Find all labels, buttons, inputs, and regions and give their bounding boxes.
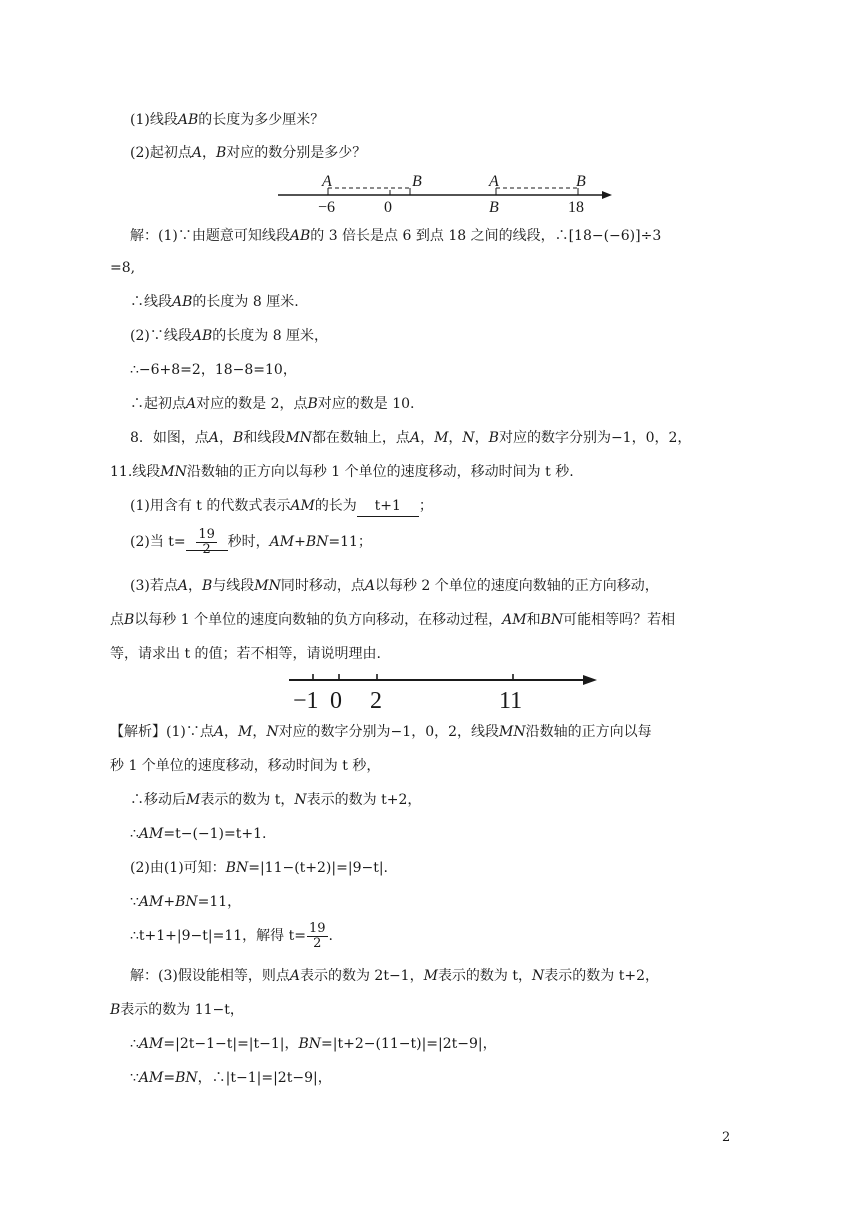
q7-solution1-line1: 解：(1)∵由题意可知线段AB的 3 倍长是点 6 到点 18 之间的线段，∴[18−(−6)]÷3: [130, 228, 662, 244]
analysis-fraction: $\frac{19}{2}$: [308, 920, 326, 951]
q7-part2: (2)起初点A，B对应的数分别是多少？: [130, 145, 367, 161]
q7-number-line-figure: [270, 168, 620, 218]
q8-part2: (2)当 t= $\frac{19}{2}$ 秒时， AM+BN =11；: [130, 526, 372, 557]
q7-solution2-line3: ∴起初点A对应的数是 2，点B对应的数是 10.: [130, 396, 415, 412]
q8-stem-line1: 8．如图，点A，B和线段MN都在数轴上，点A，M，N，B对应的数字分别为−1，0，2，: [130, 430, 692, 446]
q7-solution2-line2: ∴−6+8=2，18−8=10，: [130, 362, 297, 378]
fig7-right-top-A: A: [489, 173, 499, 190]
q8-part2-answer: $\frac{19}{2}$: [186, 528, 228, 557]
q8-analysis-line5: (2)由(1)可知：BN=|11−(t+2)|=|9−t|.: [130, 860, 388, 876]
q8-analysis-line4: ∴AM=t−(−1)=t+1.: [130, 826, 267, 842]
q8-part3-line2: 点B以每秒 1 个单位的速度向数轴的负方向移动，在移动过程，AM和BN可能相等吗？若相: [110, 612, 676, 628]
q8-solution3-line3: ∴AM=|2t−1−t|=|t−1|，BN=|t+2−(11−t)|=|2t−9|，: [130, 1036, 497, 1052]
fig7-left-top-B: B: [412, 173, 422, 190]
q8-solution3-line2: B表示的数为 11−t，: [110, 1002, 244, 1018]
q8-number-line-figure: [285, 668, 605, 714]
q8-stem-line2: 11.线段MN沿数轴的正方向以每秒 1 个单位的速度移动，移动时间为 t 秒.: [110, 464, 574, 480]
fig7-right-top-B: B: [576, 173, 586, 190]
q8-part3-line1: (3)若点A，B与线段MN同时移动，点A以每秒 2 个单位的速度向数轴的正方向移动，: [130, 578, 659, 594]
q8-part1: (1)用含有 t 的代数式表示AM的长为 t+1 ；: [130, 496, 433, 517]
q7-solution1-line2: =8,: [110, 260, 136, 276]
q8-analysis-line2: 秒 1 个单位的速度移动，移动时间为 t 秒，: [110, 758, 381, 774]
q8-solution3-line1: 解：(3)假设能相等，则点A表示的数为 2t−1，M表示的数为 t，N表示的数为 t+2，: [130, 968, 659, 984]
fig8-label-neg1: −1: [293, 688, 319, 714]
q7-solution1-line3: ∴线段AB的长度为 8 厘米.: [130, 294, 299, 310]
fig8-label-0: 0: [330, 688, 342, 714]
q8-analysis-line7: ∴t+1+|9−t|=11，解得 t= $\frac{19}{2}$ .: [130, 920, 333, 951]
page-number: 2: [722, 1130, 731, 1145]
q8-analysis-line6: ∵AM+BN=11，: [130, 894, 242, 910]
q8-analysis-line3: ∴移动后M表示的数为 t，N表示的数为 t+2，: [130, 792, 422, 808]
fig8-label-11: 11: [499, 688, 523, 714]
q7-solution2-line1: (2)∵线段AB的长度为 8 厘米，: [130, 328, 329, 344]
fig7-right-bottom-18: 18: [568, 199, 584, 216]
q8-part1-answer: t+1: [357, 496, 419, 517]
fig8-label-2: 2: [370, 688, 382, 714]
q7-part1: (1)线段AB的长度为多少厘米？: [130, 112, 325, 128]
fig7-left-bottom-neg6: −6: [318, 199, 336, 216]
fig7-left-top-A: A: [322, 173, 332, 190]
q8-part3-line3: 等，请求出 t 的值；若不相等，请说明理由.: [110, 646, 381, 662]
fig7-left-bottom-0: 0: [384, 199, 392, 216]
q8-analysis-line1: 【解析】(1)∵点A，M，N对应的数字分别为−1，0，2，线段MN沿数轴的正方向以每: [110, 724, 652, 740]
q8-solution3-line4: ∵AM=BN，∴|t−1|=|2t−9|，: [130, 1070, 332, 1086]
fig7-right-bottom-B: B: [489, 199, 499, 216]
